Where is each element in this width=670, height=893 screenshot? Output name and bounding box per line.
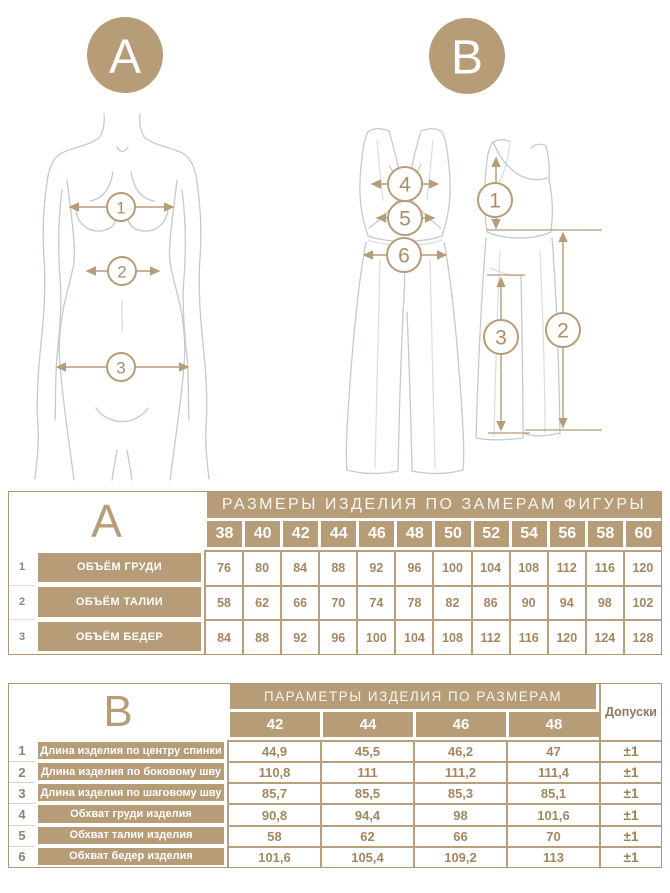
table-a-rows [9,550,661,654]
parameter-value: 85,5 [320,782,413,803]
row-number: 1 [9,550,35,585]
parameter-value: 101,6 [227,846,320,867]
badge-a-letter: A [108,30,142,84]
marker-number: 5 [399,207,411,231]
parameter-value: 111,2 [413,761,506,782]
row-number: 1 [9,740,35,761]
parameter-value: 109,2 [413,846,506,867]
garment-measurement-figure [335,0,670,485]
table-b-size-header: 44 [320,712,413,740]
table-a-size-header: 46 [356,521,394,550]
table-a-row [9,619,661,654]
measurement-value: 58 [204,585,242,620]
parameter-value: 85,7 [227,782,320,803]
tolerance-value: ±1 [599,803,661,824]
table-a-size-header: 52 [471,521,509,550]
measurement-value: 92 [356,550,394,585]
table-b-row [9,761,661,782]
marker-number: 2 [117,262,127,282]
measurement-value: 74 [356,585,394,620]
row-label: Обхват бедер изделия [38,848,224,865]
row-label: ОБЪЁМ БЕДЕР [38,622,201,652]
row-number: 2 [9,585,35,620]
row-label: ОБЪЁМ ГРУДИ [38,553,201,583]
marker-number: 1 [116,198,126,218]
table-a-body-sizes [8,491,662,655]
row-number: 3 [9,782,35,803]
row-number: 3 [9,619,35,654]
measure-marker-back-length [478,158,512,228]
parameter-value: 66 [413,825,506,846]
measurement-value: 108 [432,619,470,654]
parameter-value: 111,4 [506,761,599,782]
tolerance-value: ±1 [599,825,661,846]
measurement-value: 88 [242,619,280,654]
measurement-value: 66 [280,585,318,620]
parameter-value: 44,9 [227,740,320,761]
measurement-value: 82 [432,585,470,620]
measurement-value: 76 [204,550,242,585]
row-label: Длина изделия по центру спинки [38,742,224,759]
table-b-row [9,803,661,824]
measurement-value: 78 [394,585,432,620]
parameter-value: 113 [506,846,599,867]
row-number: 5 [9,825,35,846]
female-torso-outline [35,114,209,480]
row-label: ОБЪЁМ ТАЛИИ [38,587,201,617]
measurement-value: 96 [318,619,356,654]
diagram-a [0,0,335,485]
measurement-value: 62 [242,585,280,620]
table-b-row [9,846,661,867]
measurement-value: 102 [623,585,661,620]
marker-number: 6 [398,244,410,268]
parameter-value: 46,2 [413,740,506,761]
parameter-value: 58 [227,825,320,846]
measure-marker-bust [70,193,173,221]
table-a-row [9,585,661,620]
table-a-title: РАЗМЕРЫ ИЗДЕЛИЯ ПО ЗАМЕРАМ ФИГУРЫ [204,492,661,521]
row-label-wrap [35,585,204,620]
table-b-rows [9,740,661,867]
measurement-value: 90 [509,585,547,620]
row-number: 2 [9,761,35,782]
marker-number: 1 [489,189,501,213]
table-a-size-header: 50 [432,521,470,550]
measurement-value: 84 [280,550,318,585]
measurement-value: 124 [585,619,623,654]
table-b-size-header: 46 [413,712,506,740]
table-a-size-header: 56 [547,521,585,550]
measurement-value: 104 [394,619,432,654]
row-label: Обхват талии изделия [38,827,224,844]
parameter-value: 62 [320,825,413,846]
measure-marker-garment-waist [377,201,434,235]
measurement-value: 100 [432,550,470,585]
table-a-size-header: 58 [585,521,623,550]
measurement-value: 96 [394,550,432,585]
table-b-row [9,825,661,846]
parameter-value: 101,6 [506,803,599,824]
marker-number: 3 [495,326,507,350]
parameter-value: 85,1 [506,782,599,803]
row-number: 6 [9,846,35,867]
parameter-value: 47 [506,740,599,761]
marker-number: 2 [557,319,569,343]
parameter-value: 90,8 [227,803,320,824]
row-number: 4 [9,803,35,824]
table-a-size-header: 54 [509,521,547,550]
measurement-value: 92 [280,619,318,654]
table-a-size-header: 38 [204,521,242,550]
parameter-value: 110,8 [227,761,320,782]
table-a-size-header: 44 [318,521,356,550]
table-a-size-row [204,521,661,550]
measurement-value: 88 [318,550,356,585]
measurement-value: 112 [547,550,585,585]
measurement-value: 100 [356,619,394,654]
parameter-value: 70 [506,825,599,846]
table-a-size-header: 48 [394,521,432,550]
table-b-tolerance-header: Допуски [599,684,661,740]
table-b-size-row [227,712,599,740]
measurement-value: 98 [585,585,623,620]
table-b-corner-letter: B [9,684,227,740]
parameter-value: 105,4 [320,846,413,867]
measurement-value: 94 [547,585,585,620]
badge-b-letter: B [450,31,484,85]
badge-a [87,17,163,93]
row-label-wrap [35,619,204,654]
row-label: Длина изделия по шаговому шву [38,784,224,801]
table-a-size-header: 40 [242,521,280,550]
measurement-value: 116 [585,550,623,585]
tolerance-value: ±1 [599,740,661,761]
row-label-wrap [35,761,227,782]
measurement-value: 120 [623,550,661,585]
measurement-value: 112 [471,619,509,654]
measurement-value: 84 [204,619,242,654]
table-b-title: ПАРАМЕТРЫ ИЗДЕЛИЯ ПО РАЗМЕРАМ [227,684,599,712]
measurement-value: 128 [623,619,661,654]
measurement-value: 116 [509,619,547,654]
measurement-value: 120 [547,619,585,654]
measurement-value: 70 [318,585,356,620]
diagram-b [335,0,670,485]
table-b-garment-parameters [8,683,662,868]
tolerance-value: ±1 [599,782,661,803]
row-label-wrap [35,803,227,824]
table-a-size-header: 42 [280,521,318,550]
parameter-value: 111 [320,761,413,782]
parameter-value: 85,3 [413,782,506,803]
table-b-row [9,782,661,803]
body-measurement-figure [0,0,335,485]
parameter-value: 94,4 [320,803,413,824]
measurement-value: 86 [471,585,509,620]
tolerance-value: ±1 [599,846,661,867]
row-label: Длина изделия по боковому шву [38,763,224,780]
row-label-wrap [35,550,204,585]
parameter-value: 45,5 [320,740,413,761]
table-a-corner-letter: A [9,492,204,550]
measurement-value: 104 [471,550,509,585]
row-label-wrap [35,825,227,846]
table-b-size-header: 42 [227,712,320,740]
row-label-wrap [35,782,227,803]
row-label-wrap [35,846,227,867]
table-a-size-header: 60 [623,521,661,550]
row-label-wrap [35,740,227,761]
table-b-size-header: 48 [506,712,599,740]
marker-number: 4 [399,173,411,197]
tolerance-value: ±1 [599,761,661,782]
measure-marker-waist [87,257,159,285]
measurement-value: 108 [509,550,547,585]
measure-marker-hips [57,353,188,381]
measurement-value: 80 [242,550,280,585]
badge-b [429,18,505,94]
marker-number: 3 [116,358,126,378]
row-label: Обхват груди изделия [38,805,224,822]
table-b-row [9,740,661,761]
table-a-row [9,550,661,585]
parameter-value: 98 [413,803,506,824]
